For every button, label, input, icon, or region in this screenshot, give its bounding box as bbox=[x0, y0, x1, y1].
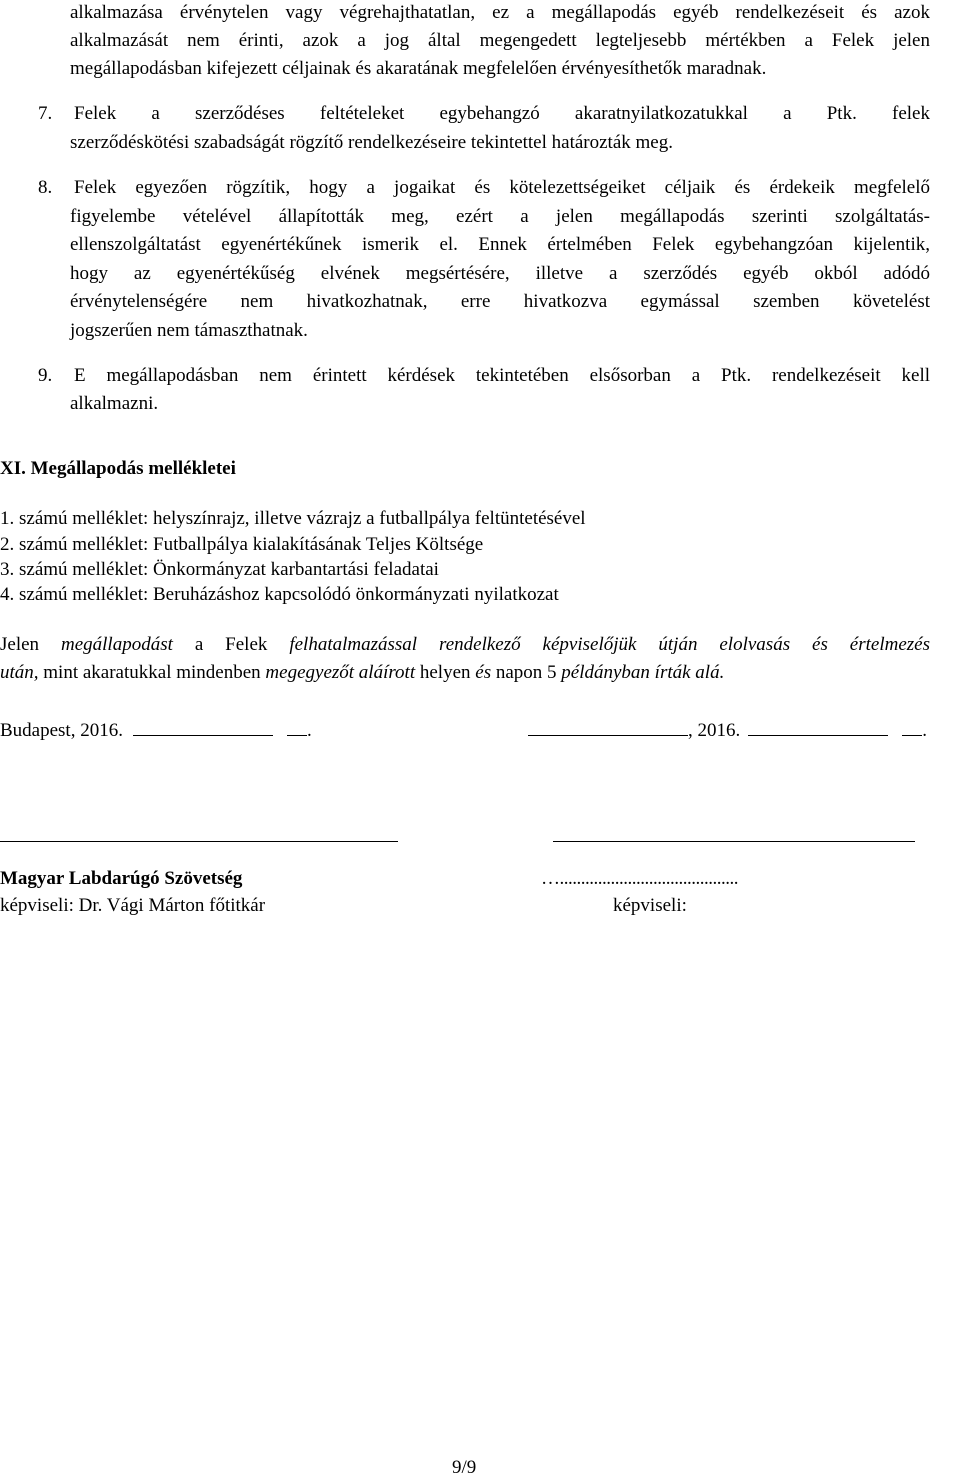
text-line: alkalmazása érvénytelen vagy végrehajthatatlan, ez a megállapodás egyéb rendelkezéseit és azok bbox=[70, 2, 930, 23]
annex-item: 1. számú melléklet: helyszínrajz, illetve vázrajz a futballpálya feltüntetésével bbox=[0, 508, 586, 529]
text-line: jogszerűen nem támaszthatnak. bbox=[70, 320, 308, 341]
signature-line-right bbox=[553, 841, 915, 842]
text-line: alkalmazását nem érinti, azok a jog által megengedett legteljesebb mértékben a Felek jelen bbox=[70, 30, 930, 51]
place-blank bbox=[528, 717, 688, 736]
annex-item: 2. számú melléklet: Futballpálya kialakításának Teljes Költsége bbox=[0, 534, 484, 555]
page-number: 9/9 bbox=[452, 1457, 477, 1478]
annex-item: 3. számú melléklet: Önkormányzat karbantartási feladatai bbox=[0, 559, 439, 580]
clause-number: 7. bbox=[38, 103, 53, 124]
text-line: szerződéskötési szabadságát rögzítő rendelkezéseire tekintettel határozták meg. bbox=[70, 132, 673, 153]
place-date-right: , 2016. . bbox=[528, 717, 927, 744]
signatory-right-name: ….......................................... bbox=[541, 868, 738, 889]
signatory-left-rep: képviseli: Dr. Vági Márton főtitkár bbox=[0, 895, 266, 916]
signature-line-left bbox=[0, 841, 398, 842]
text-line: hogy az egyenértékűség elvének megsértésére, illetve a szerződés egyéb okból adódó bbox=[70, 263, 930, 284]
clause-number: 9. bbox=[38, 365, 53, 386]
clause-9 bbox=[30, 363, 930, 423]
section-title: XI. Megállapodás mellékletei bbox=[0, 458, 236, 479]
text-line: Felek egyezően rögzítik, hogy a jogaikat és kötelezettségeiket céljaik és érdekeik megfelelő bbox=[74, 177, 930, 198]
clause-number: 8. bbox=[38, 177, 53, 198]
date-blank bbox=[133, 717, 273, 736]
annex-item: 4. számú melléklet: Beruházáshoz kapcsolódó önkormányzati nyilatkozat bbox=[0, 584, 559, 605]
text-line: E megállapodásban nem érintett kérdések tekintetében elsősorban a Ptk. rendelkezéseit kell bbox=[74, 365, 930, 386]
signatory-left-name: Magyar Labdarúgó Szövetség bbox=[0, 868, 243, 889]
clause-8 bbox=[30, 175, 930, 345]
day-blank bbox=[287, 717, 307, 736]
date-blank bbox=[748, 717, 888, 736]
clause-7 bbox=[30, 101, 930, 161]
text-line: alkalmazni. bbox=[70, 393, 159, 414]
text-line: figyelembe vételével állapították meg, ezért a jelen megállapodás szerinti szolgáltatás- bbox=[70, 206, 930, 227]
text-line: Jelen megállapodást a Felek felhatalmazással rendelkező képviselőjük útján elolvasás és értelmezés bbox=[0, 634, 930, 655]
day-blank bbox=[902, 717, 922, 736]
place-date-left: Budapest, 2016. . bbox=[0, 717, 312, 744]
text-line: Felek a szerződéses feltételeket egybehangzó akaratnyilatkozatukkal a Ptk. felek bbox=[74, 103, 930, 124]
text-line: érvénytelenségére nem hivatkozhatnak, erre hivatkozva egymással szemben követelést bbox=[70, 291, 930, 312]
text-line: után, mint akaratukkal mindenben megegyezőt aláírott helyen és napon 5 példányban írták alá. bbox=[0, 662, 725, 683]
signatory-right-rep: képviseli: bbox=[613, 895, 687, 916]
text-line: megállapodásban kifejezett céljainak és akaratának megfelelően érvényesíthetők maradnak. bbox=[70, 58, 767, 79]
text-line: ellenszolgáltatást egyenértékűnek ismerik el. Ennek értelmében Felek egybehangzóan kijelentik, bbox=[70, 234, 930, 255]
